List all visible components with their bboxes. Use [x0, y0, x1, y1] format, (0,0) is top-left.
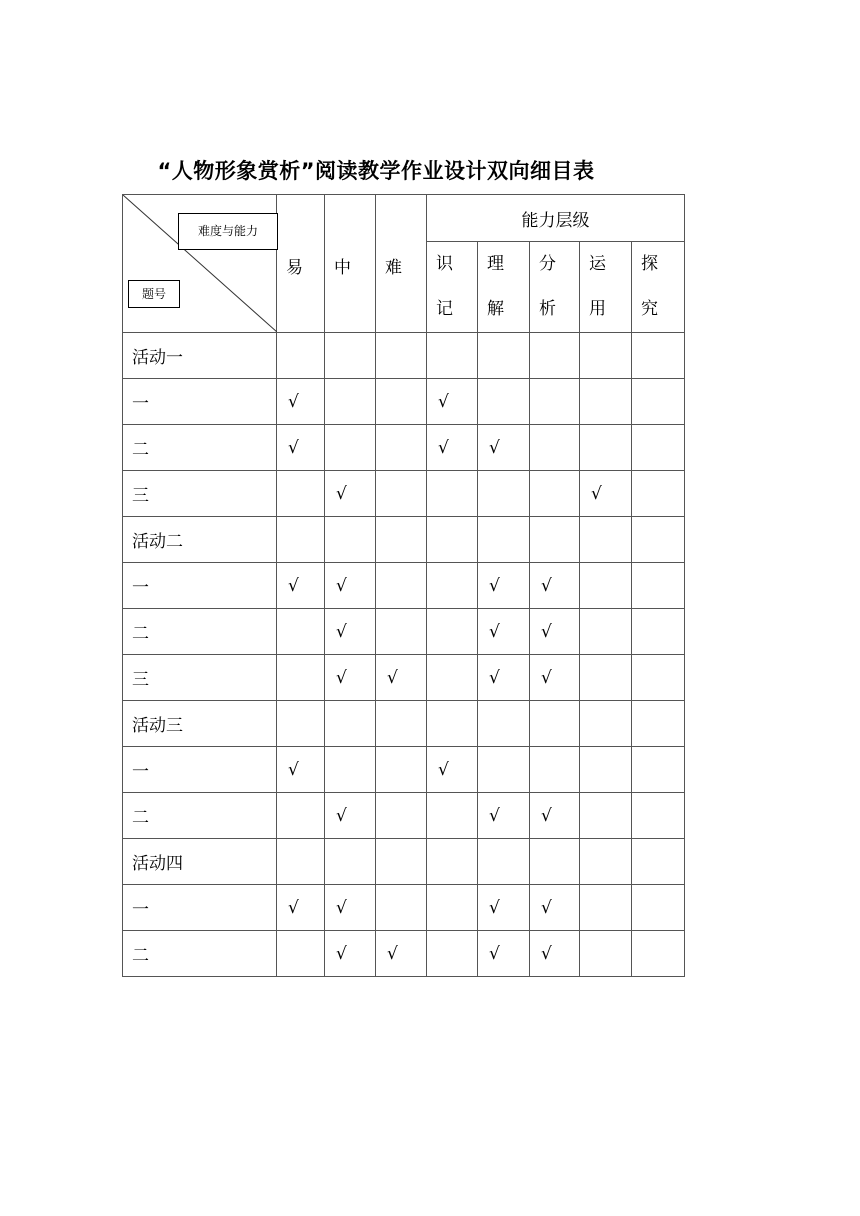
- table-cell: [376, 471, 427, 517]
- table-cell: [632, 517, 685, 563]
- row-label: 活动一: [123, 333, 277, 379]
- table-cell: √: [325, 471, 376, 517]
- header-ability: 识 记: [427, 242, 478, 333]
- table-cell: [580, 517, 632, 563]
- table-cell: [478, 471, 530, 517]
- table-cell: [325, 701, 376, 747]
- table-cell: [427, 333, 478, 379]
- table-cell: [478, 839, 530, 885]
- table-cell: √: [427, 747, 478, 793]
- table-cell: [325, 333, 376, 379]
- table-cell: [277, 839, 325, 885]
- table-cell: [530, 701, 580, 747]
- table-cell: √: [478, 885, 530, 931]
- table-cell: [277, 609, 325, 655]
- table-cell: [530, 747, 580, 793]
- corner-header-cell: [123, 195, 277, 333]
- table-cell: [376, 747, 427, 793]
- table-cell: [325, 747, 376, 793]
- table-cell: [376, 563, 427, 609]
- table-cell: √: [325, 793, 376, 839]
- table-cell: [325, 379, 376, 425]
- table-cell: [632, 839, 685, 885]
- table-cell: [478, 747, 530, 793]
- table-cell: [376, 701, 427, 747]
- spec-table: [122, 194, 685, 977]
- table-cell: [427, 517, 478, 563]
- table-cell: [427, 793, 478, 839]
- table-cell: [376, 333, 427, 379]
- table-cell: [580, 563, 632, 609]
- table-row: [123, 793, 685, 839]
- table-row: [123, 333, 685, 379]
- table-cell: √: [277, 747, 325, 793]
- table-cell: √: [580, 471, 632, 517]
- table-cell: [632, 793, 685, 839]
- table-cell: [580, 333, 632, 379]
- table-row: [123, 885, 685, 931]
- table-cell: [530, 517, 580, 563]
- corner-top-label: 难度与能力: [178, 213, 278, 250]
- row-label: 活动三: [123, 701, 277, 747]
- table-cell: [277, 333, 325, 379]
- table-cell: √: [325, 931, 376, 977]
- table-row: [123, 563, 685, 609]
- table-cell: [632, 379, 685, 425]
- table-cell: [632, 747, 685, 793]
- table-cell: [530, 839, 580, 885]
- page-title: “人物形象赏析”阅读教学作业设计双向细目表: [157, 159, 595, 183]
- table-cell: [277, 931, 325, 977]
- header-ability: 探 究: [632, 242, 685, 333]
- row-label: 二: [123, 793, 277, 839]
- table-cell: [580, 609, 632, 655]
- table-cell: [580, 931, 632, 977]
- table-cell: √: [530, 609, 580, 655]
- row-label: 三: [123, 471, 277, 517]
- table-cell: [376, 793, 427, 839]
- table-cell: [530, 333, 580, 379]
- row-label: 一: [123, 563, 277, 609]
- table-row: [123, 609, 685, 655]
- table-cell: √: [478, 655, 530, 701]
- table-row: [123, 747, 685, 793]
- row-label: 一: [123, 379, 277, 425]
- table-cell: [580, 379, 632, 425]
- table-cell: √: [325, 885, 376, 931]
- table-cell: [530, 471, 580, 517]
- table-cell: [277, 471, 325, 517]
- table-cell: √: [478, 931, 530, 977]
- table-cell: √: [376, 655, 427, 701]
- table-row: [123, 517, 685, 563]
- table-cell: [325, 517, 376, 563]
- table-cell: [632, 885, 685, 931]
- table-cell: [632, 609, 685, 655]
- row-label: 活动二: [123, 517, 277, 563]
- table-cell: [580, 793, 632, 839]
- table-cell: √: [478, 609, 530, 655]
- table-cell: [580, 425, 632, 471]
- table-cell: [325, 839, 376, 885]
- table-cell: √: [478, 793, 530, 839]
- table-cell: [427, 701, 478, 747]
- table-cell: [530, 379, 580, 425]
- table-cell: √: [530, 885, 580, 931]
- table-cell: √: [530, 563, 580, 609]
- table-cell: [478, 517, 530, 563]
- table-row: [123, 931, 685, 977]
- table-cell: √: [325, 655, 376, 701]
- table-cell: [478, 333, 530, 379]
- header-ability-group: 能力层级: [427, 195, 685, 242]
- table-cell: [580, 701, 632, 747]
- table-cell: √: [325, 609, 376, 655]
- table-row: [123, 425, 685, 471]
- table-cell: [376, 885, 427, 931]
- table-cell: [580, 839, 632, 885]
- row-label: 活动四: [123, 839, 277, 885]
- header-ability: 分 析: [530, 242, 580, 333]
- table-cell: √: [530, 793, 580, 839]
- table-row: [123, 471, 685, 517]
- table-cell: √: [530, 931, 580, 977]
- table-cell: [632, 425, 685, 471]
- table-cell: [580, 885, 632, 931]
- table-cell: [632, 655, 685, 701]
- table-cell: [580, 655, 632, 701]
- table-cell: [427, 609, 478, 655]
- table-cell: [376, 379, 427, 425]
- table-cell: [277, 701, 325, 747]
- table-cell: [277, 793, 325, 839]
- table-cell: √: [325, 563, 376, 609]
- header-medium: 中: [325, 195, 376, 333]
- table-cell: √: [277, 563, 325, 609]
- table-cell: [427, 563, 478, 609]
- table-cell: √: [427, 425, 478, 471]
- row-label: 二: [123, 425, 277, 471]
- row-label: 二: [123, 609, 277, 655]
- table-cell: [427, 931, 478, 977]
- row-label: 一: [123, 885, 277, 931]
- table-row: [123, 379, 685, 425]
- table-row: [123, 655, 685, 701]
- table-cell: √: [530, 655, 580, 701]
- table-cell: √: [478, 425, 530, 471]
- table-cell: √: [277, 885, 325, 931]
- table-cell: [580, 747, 632, 793]
- table-cell: [427, 471, 478, 517]
- table-cell: [632, 471, 685, 517]
- table-cell: [478, 701, 530, 747]
- table-cell: [325, 425, 376, 471]
- table-cell: √: [376, 931, 427, 977]
- header-easy: 易: [277, 195, 325, 333]
- row-label: 二: [123, 931, 277, 977]
- table-cell: [478, 379, 530, 425]
- table-cell: [632, 701, 685, 747]
- table-row: [123, 701, 685, 747]
- header-ability: 理 解: [478, 242, 530, 333]
- table-cell: [376, 425, 427, 471]
- table-cell: [376, 517, 427, 563]
- row-label: 一: [123, 747, 277, 793]
- table-row: [123, 839, 685, 885]
- header-hard: 难: [376, 195, 427, 333]
- table-cell: [277, 655, 325, 701]
- table-cell: √: [277, 379, 325, 425]
- table-cell: [277, 517, 325, 563]
- table-cell: √: [277, 425, 325, 471]
- table-cell: [632, 563, 685, 609]
- table-cell: [376, 839, 427, 885]
- table-cell: [632, 333, 685, 379]
- table-cell: [632, 931, 685, 977]
- table-cell: [530, 425, 580, 471]
- table-cell: [427, 885, 478, 931]
- table-cell: [427, 655, 478, 701]
- corner-bottom-label: 题号: [128, 280, 180, 308]
- header-ability: 运 用: [580, 242, 632, 333]
- table-cell: √: [478, 563, 530, 609]
- table-cell: [427, 839, 478, 885]
- table-cell: √: [427, 379, 478, 425]
- table-cell: [376, 609, 427, 655]
- row-label: 三: [123, 655, 277, 701]
